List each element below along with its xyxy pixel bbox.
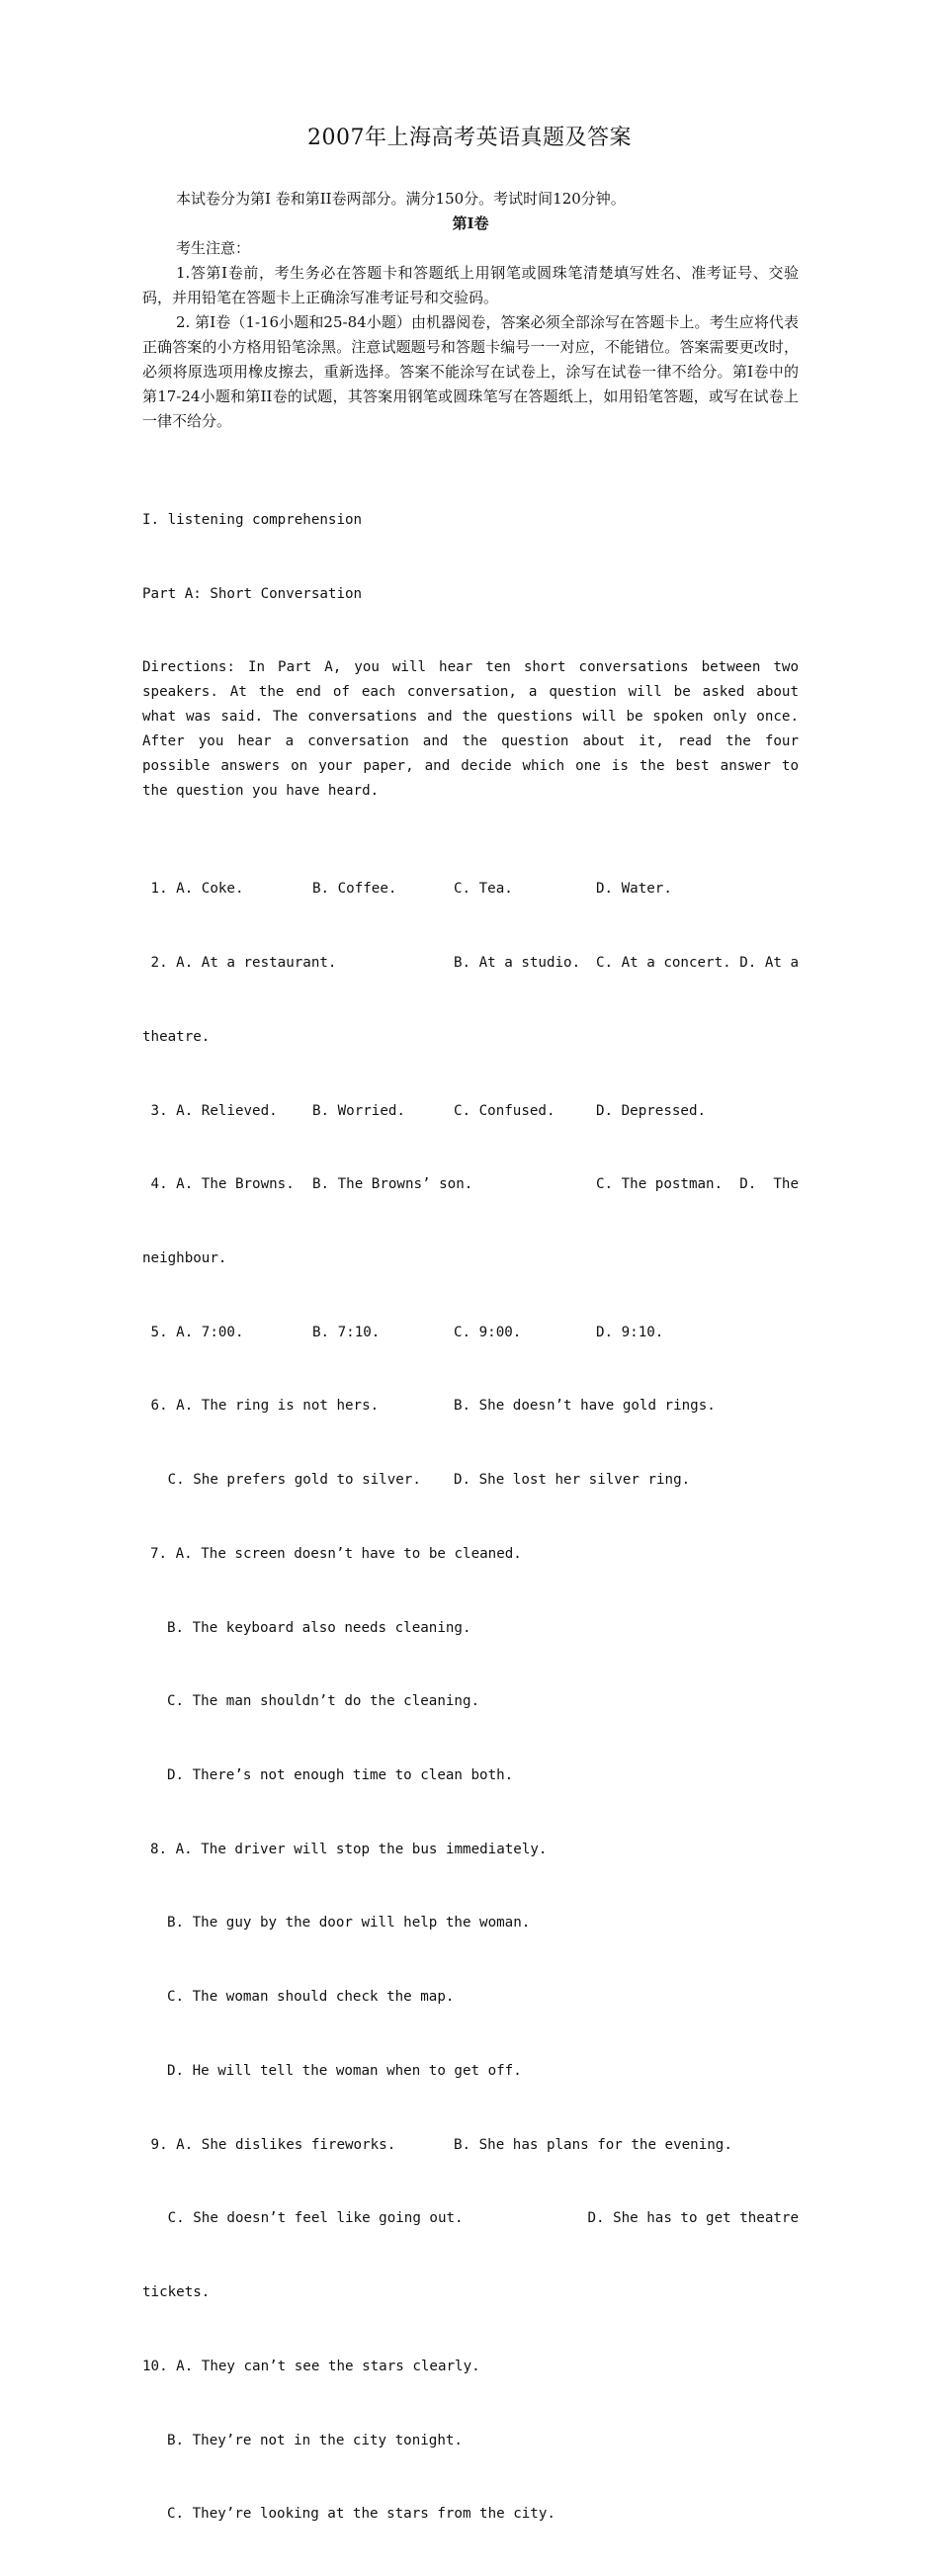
q9-option-c: C. She doesn’t feel like going out. [142, 2210, 464, 2227]
part-a-heading: Part A: Short Conversation [142, 585, 363, 602]
q10-option-c: C. They’re looking at the stars from the city. [167, 2506, 555, 2523]
question-4 [142, 1172, 799, 1197]
question-1 [142, 877, 799, 902]
q7-option-a: 7. A. The screen doesn’t have to be cleaned. [150, 1545, 522, 1562]
q2-wrap: theatre. [142, 1028, 211, 1045]
part-heading: I. listening comprehension [142, 511, 363, 528]
notice-heading: 考生注意： [176, 239, 251, 257]
q3-option-a: 3. A. Relieved. [142, 1102, 278, 1119]
q1-option-a: 1. A. Coke. [142, 881, 244, 898]
page-title: 2007年上海高考英语真题及答案 [307, 126, 632, 150]
directions-text: Directions: In Part A, you will hear ten short conversations between two speakers. At the end of each conversation, a question will be asked about what was said. The conversations and the questions will be spoken only once. After you hear a conversation and the question about it, read the four possible answers on your paper, and decide which one is the best answer to the question you have heard. [142, 659, 799, 799]
q9-option-d: D. She has to get theatre [587, 2210, 799, 2227]
section-heading: 第Ⅰ卷 [452, 215, 489, 232]
q7-option-c: C. The man shouldn’t do the cleaning. [167, 1693, 480, 1710]
q10-option-a: 10. A. They can’t see the stars clearly. [142, 2358, 480, 2374]
q4-option-d: D. The [739, 1176, 799, 1193]
notice-item-2: 2. 第Ⅰ卷（1-16小题和25-84小题）由机器阅卷，答案必须全部涂写在答题卡上。考生应将代表正确答案的小方格用铅笔涂黑。注意试题题号和答题卡编号一一对应，不能错位。答案需要更改时，必须将原选项用橡皮擦去，重新选择。答案不能涂写在试卷上，涂写在试卷一律不给分。第Ⅰ卷中的第17-24小题和第II卷的试题，其答案用钢笔或圆珠笔写在答题纸上，如用铅笔答题，或写在试卷上一律不给分。 [142, 313, 799, 430]
notice-item-1: 1.答第Ⅰ卷前，考生务必在答题卡和答题纸上用钢笔或圆珠笔清楚填写姓名、准考证号、交验码，并用铅笔在答题卡上正确涂写准考证号和交验码。 [142, 264, 799, 306]
q8-option-d: D. He will tell the woman when to get off. [167, 2062, 522, 2079]
intro-text: 本试卷分为第Ⅰ 卷和第II卷两部分。满分150分。考试时间120分钟。 [176, 190, 626, 208]
q7-option-b: B. The keyboard also needs cleaning. [167, 1619, 471, 1636]
q6-option-a: 6. A. The ring is not hers. [142, 1398, 380, 1415]
q6-option-c: C. She prefers gold to silver. [142, 1472, 421, 1489]
question-9-cont [142, 2206, 799, 2231]
q4-option-a: 4. A. The Browns. [142, 1176, 295, 1193]
intro-block [142, 187, 799, 434]
question-6 [142, 1394, 799, 1418]
q9-option-b: B. She has plans for the evening. [454, 2136, 732, 2153]
q4-option-c: C. The postman. [596, 1176, 724, 1193]
question-2 [142, 951, 799, 976]
q5-option-c: C. 9:00. [454, 1324, 522, 1340]
q7-option-d: D. There’s not enough time to clean both. [167, 1767, 514, 1784]
q9-option-a: 9. A. She dislikes fireworks. [142, 2136, 396, 2153]
q1-option-d: D. Water. [596, 881, 672, 898]
question-9 [142, 2133, 799, 2158]
q6-option-b: B. She doesn’t have gold rings. [454, 1398, 716, 1415]
q2-option-a: 2. A. At a restaurant. [142, 955, 337, 972]
q10-option-b: B. They’re not in the city tonight. [167, 2432, 463, 2448]
q3-option-d: D. Depressed. [596, 1102, 707, 1119]
question-3 [142, 1099, 799, 1124]
q4-wrap: neighbour. [142, 1250, 227, 1266]
q1-option-b: B. Coffee. [312, 881, 397, 898]
q8-option-c: C. The woman should check the map. [167, 1989, 455, 2006]
q2-option-b: B. At a studio. [454, 955, 581, 972]
q4-option-b: B. The Browns’ son. [312, 1176, 473, 1193]
q6-option-d: D. She lost her silver ring. [454, 1472, 691, 1489]
listening-section [142, 459, 799, 2576]
q5-option-a: 5. A. 7:00. [142, 1324, 244, 1340]
q5-option-b: B. 7:10. [312, 1324, 381, 1340]
q3-option-c: C. Confused. [454, 1102, 555, 1119]
q1-option-c: C. Tea. [454, 881, 513, 898]
q9-wrap: tickets. [142, 2284, 211, 2301]
question-5 [142, 1321, 799, 1345]
q3-option-b: B. Worried. [312, 1102, 405, 1119]
q2-option-c: C. At a concert. [596, 955, 731, 972]
question-6-cont [142, 1468, 799, 1493]
q8-option-b: B. The guy by the door will help the woman. [167, 1915, 531, 1932]
q2-option-d: D. At a [739, 955, 799, 972]
q5-option-d: D. 9:10. [596, 1324, 664, 1340]
q8-option-a: 8. A. The driver will stop the bus immediately. [150, 1841, 548, 1857]
